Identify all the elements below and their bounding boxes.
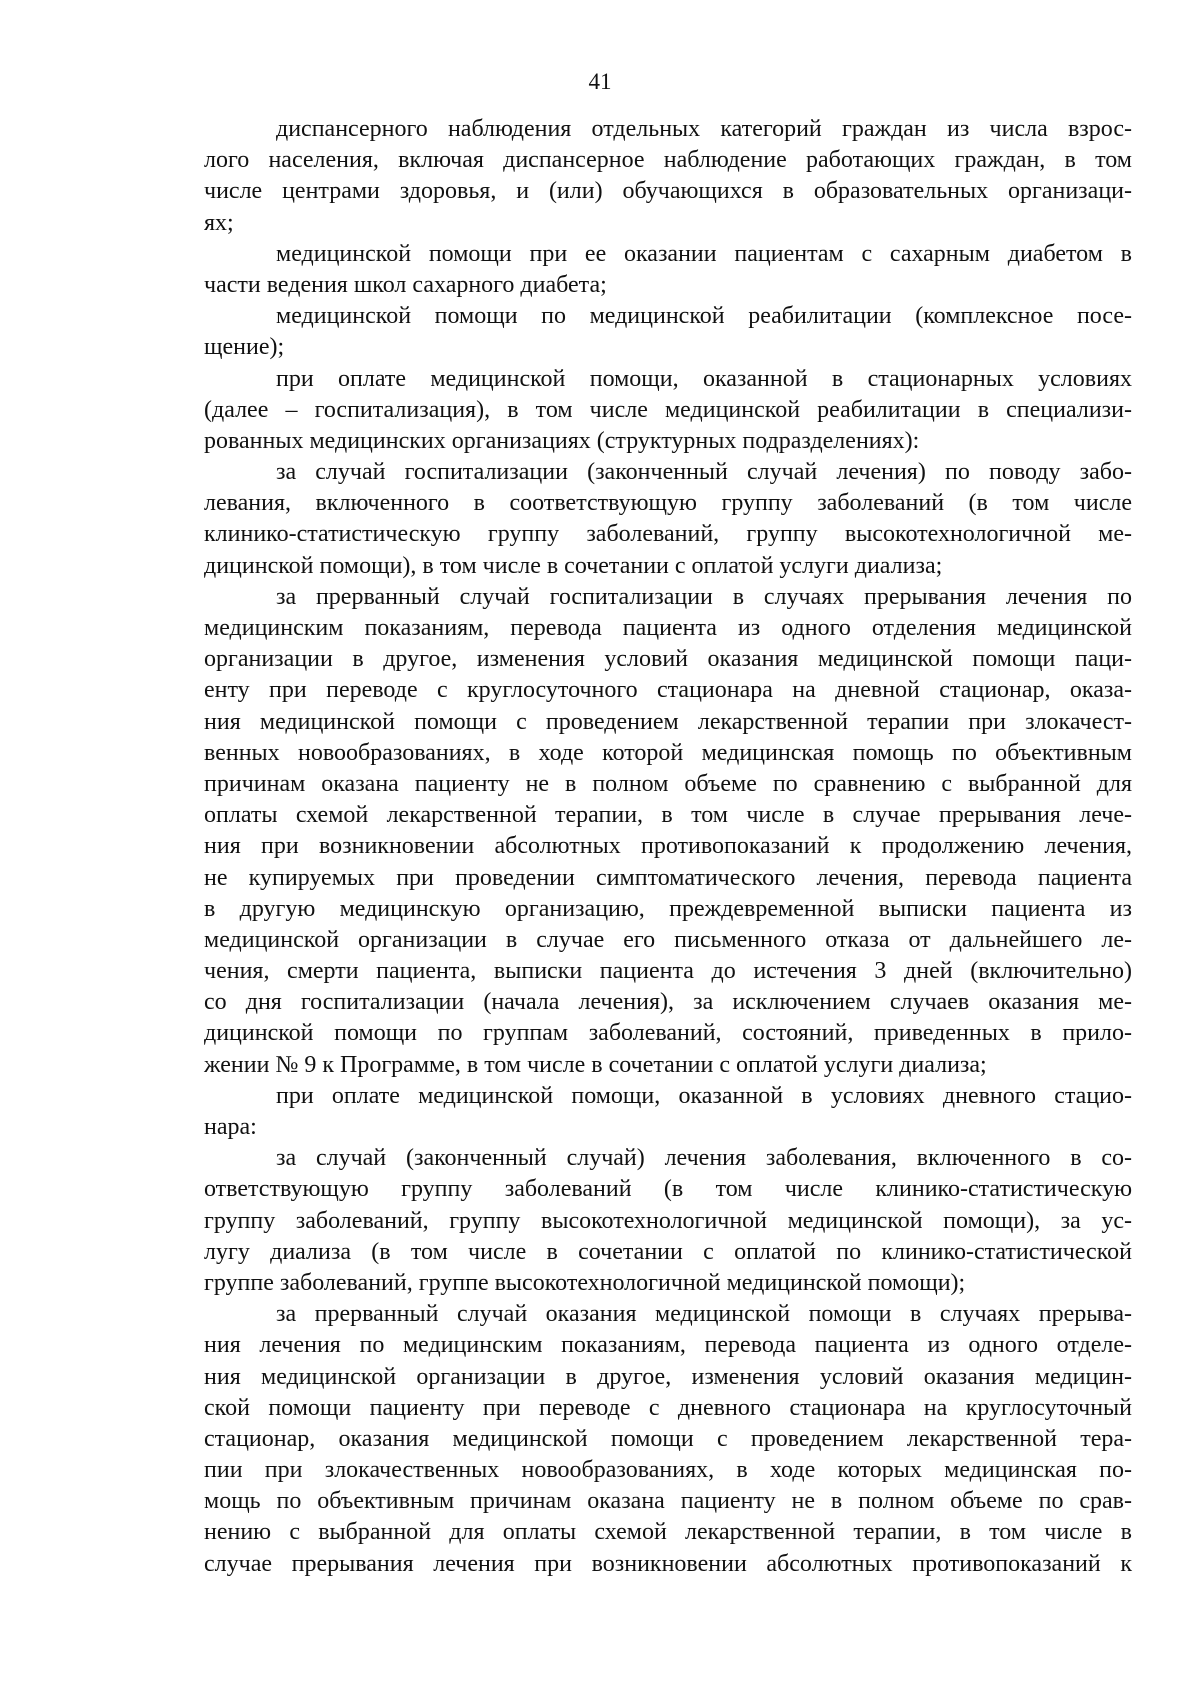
text-line: медицинской помощи при ее оказании пациентам с сахарным диабетом в	[276, 240, 1132, 267]
text-line: группе заболеваний, группе высокотехнологичной медицинской помощи);	[204, 1269, 966, 1296]
text-line: медицинской организации в случае его письменного отказа от дальнейшего ле-	[204, 926, 1132, 953]
text-line: при оплате медицинской помощи, оказанной в условиях дневного стацио-	[276, 1082, 1132, 1109]
text-line: щение);	[204, 334, 285, 361]
text-line: за случай госпитализации (законченный случай лечения) по поводу забо-	[276, 459, 1132, 486]
text-line: пии при злокачественных новообразованиях, в ходе которых медицинская по-	[204, 1457, 1132, 1484]
text-line: дицинской помощи), в том числе в сочетании с оплатой услуги диализа;	[204, 552, 943, 579]
text-line: организации в другое, изменения условий оказания медицинской помощи паци-	[204, 646, 1132, 673]
text-line: ния лечения по медицинским показаниям, перевода пациента из одного отделе-	[204, 1332, 1132, 1359]
text-line: левания, включенного в соответствующую группу заболеваний (в том числе	[204, 490, 1132, 517]
text-line: со дня госпитализации (начала лечения), за исключением случаев оказания ме-	[204, 989, 1132, 1016]
text-line: медицинским показаниям, перевода пациента из одного отделения медицинской	[204, 615, 1132, 641]
text-line: венных новообразованиях, в ходе которой медицинская помощь по объективным	[204, 739, 1132, 766]
text-line: жении № 9 к Программе, в том числе в сочетании с оплатой услуги диализа;	[204, 1051, 987, 1078]
text-line: диспансерного наблюдения отдельных категорий граждан из числа взрос-	[276, 116, 1132, 142]
text-line: ния медицинской помощи с проведением лекарственной терапии при злокачест-	[204, 708, 1132, 735]
text-line: чения, смерти пациента, выписки пациента до истечения 3 дней (включительно)	[204, 958, 1132, 985]
text-line: в другую медицинскую организацию, преждевременной выписки пациента из	[204, 895, 1132, 922]
text-line: ской помощи пациенту при переводе с дневного стационара на круглосуточный	[204, 1394, 1132, 1421]
text-line: ния медицинской организации в другое, изменения условий оказания медицин-	[204, 1363, 1132, 1390]
text-line: при оплате медицинской помощи, оказанной в стационарных условиях	[276, 365, 1132, 392]
text-line: лого населения, включая диспансерное наблюдение работающих граждан, в том	[204, 147, 1132, 174]
text-line: группу заболеваний, группу высокотехнологичной медицинской помощи), за ус-	[204, 1207, 1132, 1234]
text-line: клинико-статистическую группу заболеваний, группу высокотехнологичной ме-	[204, 521, 1132, 548]
text-line: нара:	[204, 1114, 257, 1140]
text-line: ответствующую группу заболеваний (в том числе клинико-статистическую	[204, 1176, 1132, 1203]
page-number: 41	[588, 69, 612, 94]
text-line: причинам оказана пациенту не в полном объеме по сравнению с выбранной для	[204, 770, 1132, 797]
text-line: за случай (законченный случай) лечения заболевания, включенного в со-	[276, 1145, 1132, 1172]
text-line: енту при переводе с круглосуточного стационара на дневной стационар, оказа-	[204, 677, 1132, 704]
text-line: за прерванный случай оказания медицинской помощи в случаях прерыва-	[276, 1301, 1132, 1328]
document-body	[204, 114, 1132, 1580]
text-line: рованных медицинских организациях (структурных подразделениях):	[204, 427, 920, 454]
text-line: оплаты схемой лекарственной терапии, в том числе в случае прерывания лече-	[204, 802, 1132, 829]
text-line: за прерванный случай госпитализации в случаях прерывания лечения по	[276, 583, 1132, 610]
text-line: ях;	[204, 209, 234, 236]
text-line: нению с выбранной для оплаты схемой лекарственной терапии, в том числе в	[204, 1519, 1132, 1546]
text-line: числе центрами здоровья, и (или) обучающихся в образовательных организаци-	[204, 178, 1132, 205]
text-line: не купируемых при проведении симптоматического лечения, перевода пациента	[204, 864, 1132, 891]
text-line: медицинской помощи по медицинской реабилитации (комплексное посе-	[276, 303, 1132, 330]
text-line: мощь по объективным причинам оказана пациенту не в полном объеме по срав-	[204, 1488, 1132, 1515]
text-line: стационар, оказания медицинской помощи с проведением лекарственной тера-	[204, 1425, 1132, 1452]
text-line: (далее – госпитализация), в том числе медицинской реабилитации в специализи-	[204, 396, 1132, 423]
text-line: случае прерывания лечения при возникновении абсолютных противопоказаний к	[204, 1550, 1132, 1577]
text-line: ния при возникновении абсолютных противопоказаний к продолжению лечения,	[204, 833, 1132, 860]
text-line: части ведения школ сахарного диабета;	[204, 271, 607, 298]
text-line: дицинской помощи по группам заболеваний, состояний, приведенных в прило-	[204, 1020, 1132, 1047]
text-line: лугу диализа (в том числе в сочетании с оплатой по клинико-статистической	[204, 1238, 1132, 1265]
